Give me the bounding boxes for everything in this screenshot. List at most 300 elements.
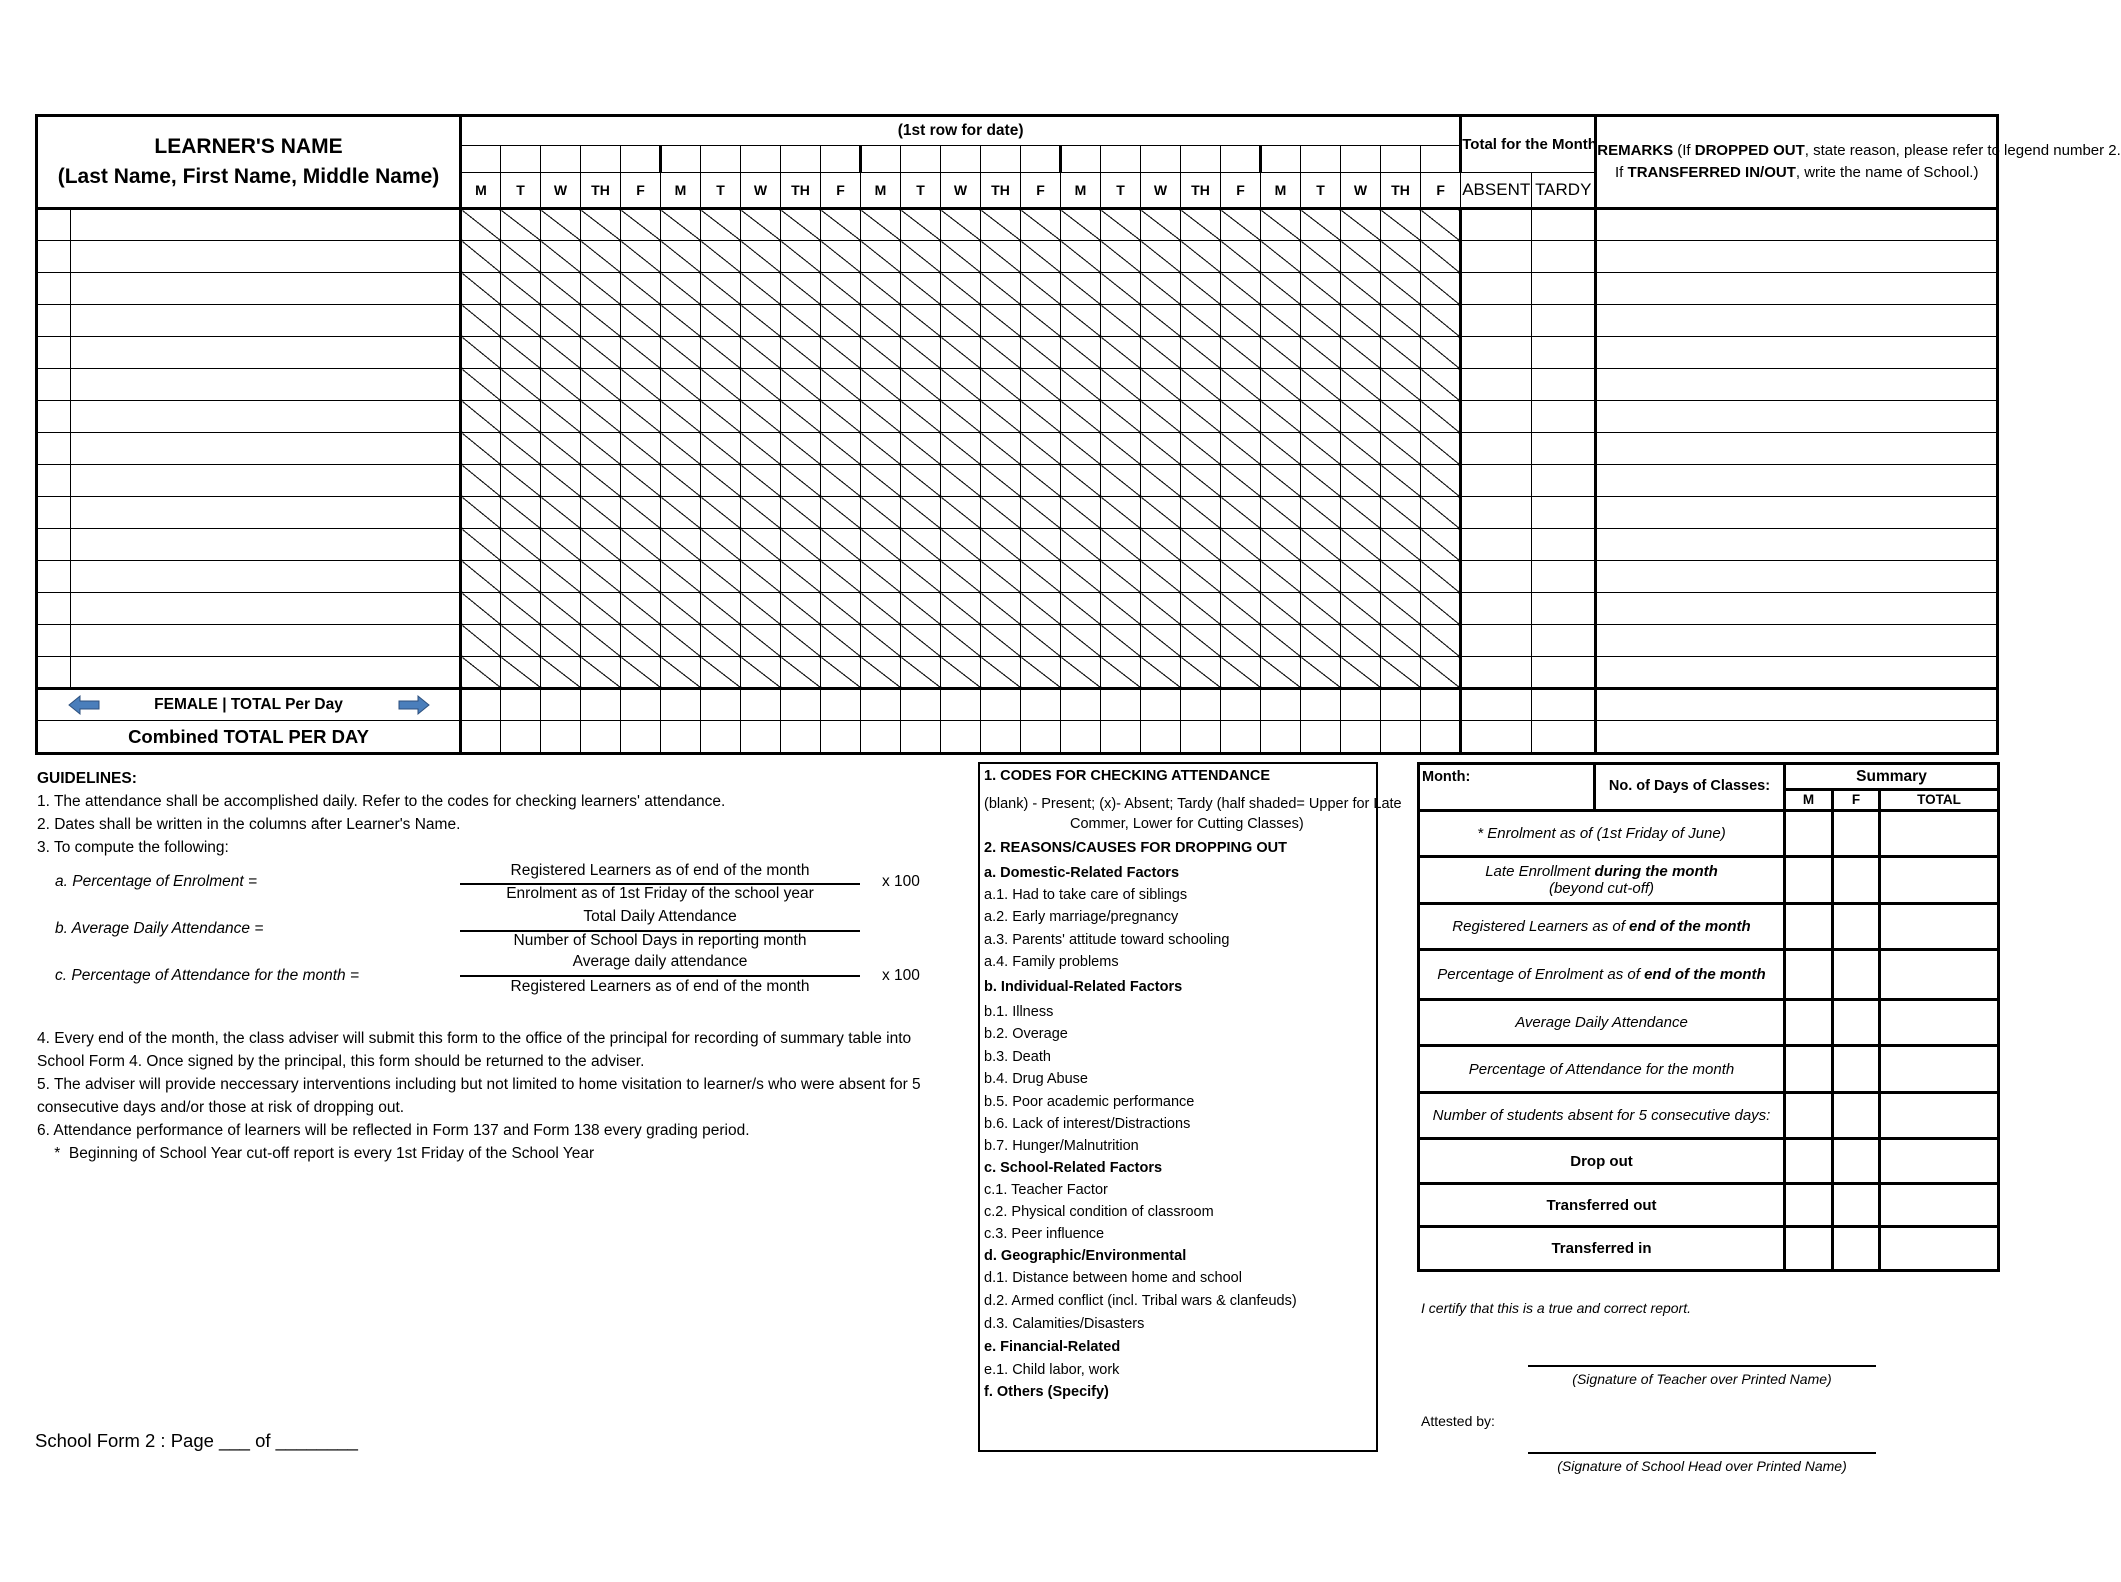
attendance-cell[interactable]: [1221, 401, 1261, 433]
attendance-cell[interactable]: [1021, 593, 1061, 625]
attendance-cell[interactable]: [741, 529, 781, 561]
attendance-cell[interactable]: [581, 561, 621, 593]
tardy-total-cell[interactable]: [1532, 625, 1596, 657]
attendance-cell[interactable]: [1181, 529, 1221, 561]
row-number-cell[interactable]: [37, 337, 71, 369]
attendance-cell[interactable]: [461, 305, 501, 337]
remarks-cell[interactable]: [1596, 433, 1998, 465]
attendance-cell[interactable]: [621, 593, 661, 625]
attendance-cell[interactable]: [461, 369, 501, 401]
attendance-cell[interactable]: [461, 529, 501, 561]
attendance-cell[interactable]: [861, 657, 901, 689]
attendance-cell[interactable]: [741, 625, 781, 657]
attendance-cell[interactable]: [901, 625, 941, 657]
absent-total-cell[interactable]: [1461, 657, 1532, 689]
attendance-cell[interactable]: [1061, 273, 1101, 305]
attendance-cell[interactable]: [541, 561, 581, 593]
female-total-cell[interactable]: [861, 689, 901, 721]
attendance-cell[interactable]: [581, 305, 621, 337]
attendance-cell[interactable]: [501, 593, 541, 625]
attendance-cell[interactable]: [1221, 625, 1261, 657]
date-cell[interactable]: [1141, 146, 1181, 173]
attendance-cell[interactable]: [701, 369, 741, 401]
attendance-cell[interactable]: [1261, 369, 1301, 401]
attendance-cell[interactable]: [1421, 561, 1461, 593]
attendance-cell[interactable]: [461, 401, 501, 433]
attendance-cell[interactable]: [1341, 369, 1381, 401]
attendance-cell[interactable]: [1261, 209, 1301, 241]
summary-f-cell[interactable]: [1833, 903, 1880, 950]
attendance-cell[interactable]: [901, 497, 941, 529]
female-absent-total[interactable]: [1461, 689, 1532, 721]
attendance-cell[interactable]: [461, 465, 501, 497]
attendance-cell[interactable]: [941, 561, 981, 593]
attendance-cell[interactable]: [821, 241, 861, 273]
attendance-cell[interactable]: [821, 209, 861, 241]
attendance-cell[interactable]: [661, 529, 701, 561]
attendance-cell[interactable]: [461, 593, 501, 625]
female-total-cell[interactable]: [1261, 689, 1301, 721]
attendance-cell[interactable]: [621, 625, 661, 657]
remarks-cell[interactable]: [1596, 369, 1998, 401]
attendance-cell[interactable]: [1341, 241, 1381, 273]
female-total-cell[interactable]: [821, 689, 861, 721]
attendance-cell[interactable]: [1381, 401, 1421, 433]
attendance-cell[interactable]: [981, 273, 1021, 305]
attendance-cell[interactable]: [1221, 337, 1261, 369]
combined-total-cell[interactable]: [1421, 721, 1461, 754]
row-number-cell[interactable]: [37, 241, 71, 273]
attendance-cell[interactable]: [501, 465, 541, 497]
attendance-cell[interactable]: [1181, 305, 1221, 337]
attendance-cell[interactable]: [781, 657, 821, 689]
attendance-cell[interactable]: [1181, 561, 1221, 593]
combined-total-cell[interactable]: [1341, 721, 1381, 754]
attendance-cell[interactable]: [701, 433, 741, 465]
female-total-cell[interactable]: [1141, 689, 1181, 721]
attendance-cell[interactable]: [1301, 305, 1341, 337]
absent-total-cell[interactable]: [1461, 625, 1532, 657]
combined-tardy-total[interactable]: [1532, 721, 1596, 754]
attendance-cell[interactable]: [701, 337, 741, 369]
row-number-cell[interactable]: [37, 561, 71, 593]
attendance-cell[interactable]: [981, 337, 1021, 369]
attendance-cell[interactable]: [1421, 337, 1461, 369]
attendance-cell[interactable]: [1141, 657, 1181, 689]
tardy-total-cell[interactable]: [1532, 561, 1596, 593]
attendance-cell[interactable]: [1421, 241, 1461, 273]
tardy-total-cell[interactable]: [1532, 465, 1596, 497]
attendance-cell[interactable]: [1101, 625, 1141, 657]
attendance-cell[interactable]: [1021, 561, 1061, 593]
attendance-cell[interactable]: [1381, 433, 1421, 465]
tardy-total-cell[interactable]: [1532, 305, 1596, 337]
learner-name-cell[interactable]: [71, 273, 461, 305]
date-cell[interactable]: [1261, 146, 1301, 173]
remarks-cell[interactable]: [1596, 241, 1998, 273]
summary-total-cell[interactable]: [1880, 1227, 1999, 1271]
female-total-cell[interactable]: [941, 689, 981, 721]
attendance-cell[interactable]: [741, 305, 781, 337]
attendance-cell[interactable]: [661, 369, 701, 401]
attendance-cell[interactable]: [541, 593, 581, 625]
summary-total-cell[interactable]: [1880, 1046, 1999, 1093]
attendance-cell[interactable]: [821, 657, 861, 689]
remarks-cell[interactable]: [1596, 529, 1998, 561]
attendance-cell[interactable]: [1341, 273, 1381, 305]
absent-total-cell[interactable]: [1461, 241, 1532, 273]
attendance-cell[interactable]: [821, 305, 861, 337]
summary-m-cell[interactable]: [1785, 1183, 1833, 1227]
attendance-cell[interactable]: [621, 241, 661, 273]
combined-total-cell[interactable]: [461, 721, 501, 754]
date-cell[interactable]: [901, 146, 941, 173]
attendance-cell[interactable]: [621, 369, 661, 401]
attendance-cell[interactable]: [861, 465, 901, 497]
combined-total-cell[interactable]: [1381, 721, 1421, 754]
attendance-cell[interactable]: [661, 209, 701, 241]
attendance-cell[interactable]: [661, 401, 701, 433]
attendance-cell[interactable]: [1141, 273, 1181, 305]
row-number-cell[interactable]: [37, 657, 71, 689]
attendance-cell[interactable]: [1261, 273, 1301, 305]
attendance-cell[interactable]: [1381, 625, 1421, 657]
attendance-cell[interactable]: [1141, 241, 1181, 273]
attendance-cell[interactable]: [1381, 529, 1421, 561]
attendance-cell[interactable]: [1221, 433, 1261, 465]
attendance-cell[interactable]: [1101, 337, 1141, 369]
attendance-cell[interactable]: [501, 625, 541, 657]
attendance-cell[interactable]: [1421, 625, 1461, 657]
combined-total-cell[interactable]: [501, 721, 541, 754]
attendance-cell[interactable]: [1301, 401, 1341, 433]
learner-name-cell[interactable]: [71, 625, 461, 657]
attendance-cell[interactable]: [1221, 273, 1261, 305]
attendance-cell[interactable]: [1301, 625, 1341, 657]
summary-m-cell[interactable]: [1785, 1092, 1833, 1139]
attendance-cell[interactable]: [741, 497, 781, 529]
female-total-cell[interactable]: [1061, 689, 1101, 721]
attendance-cell[interactable]: [1301, 561, 1341, 593]
attendance-cell[interactable]: [901, 209, 941, 241]
summary-f-cell[interactable]: [1833, 1227, 1880, 1271]
attendance-cell[interactable]: [1141, 561, 1181, 593]
attendance-cell[interactable]: [1421, 593, 1461, 625]
attendance-cell[interactable]: [941, 241, 981, 273]
attendance-cell[interactable]: [1421, 529, 1461, 561]
attendance-cell[interactable]: [461, 209, 501, 241]
attendance-cell[interactable]: [861, 273, 901, 305]
combined-total-cell[interactable]: [901, 721, 941, 754]
attendance-cell[interactable]: [861, 305, 901, 337]
attendance-cell[interactable]: [701, 529, 741, 561]
attendance-cell[interactable]: [501, 209, 541, 241]
date-cell[interactable]: [1181, 146, 1221, 173]
attendance-cell[interactable]: [941, 497, 981, 529]
attendance-cell[interactable]: [981, 241, 1021, 273]
attendance-cell[interactable]: [501, 305, 541, 337]
attendance-cell[interactable]: [1341, 465, 1381, 497]
absent-total-cell[interactable]: [1461, 369, 1532, 401]
absent-total-cell[interactable]: [1461, 273, 1532, 305]
attendance-cell[interactable]: [701, 625, 741, 657]
remarks-cell[interactable]: [1596, 337, 1998, 369]
tardy-total-cell[interactable]: [1532, 241, 1596, 273]
attendance-cell[interactable]: [1381, 273, 1421, 305]
attendance-cell[interactable]: [621, 465, 661, 497]
attendance-cell[interactable]: [701, 273, 741, 305]
female-total-cell[interactable]: [1301, 689, 1341, 721]
attendance-cell[interactable]: [661, 657, 701, 689]
attendance-cell[interactable]: [501, 401, 541, 433]
attendance-cell[interactable]: [1181, 241, 1221, 273]
attendance-cell[interactable]: [941, 305, 981, 337]
attendance-cell[interactable]: [781, 465, 821, 497]
attendance-cell[interactable]: [861, 209, 901, 241]
attendance-cell[interactable]: [1101, 401, 1141, 433]
attendance-cell[interactable]: [861, 369, 901, 401]
attendance-cell[interactable]: [1021, 369, 1061, 401]
tardy-total-cell[interactable]: [1532, 401, 1596, 433]
attendance-cell[interactable]: [1101, 433, 1141, 465]
attendance-cell[interactable]: [821, 433, 861, 465]
attendance-cell[interactable]: [1301, 337, 1341, 369]
attendance-cell[interactable]: [1381, 305, 1421, 337]
attendance-cell[interactable]: [461, 625, 501, 657]
attendance-cell[interactable]: [1341, 497, 1381, 529]
attendance-cell[interactable]: [1421, 433, 1461, 465]
attendance-cell[interactable]: [581, 529, 621, 561]
attendance-cell[interactable]: [861, 593, 901, 625]
attendance-cell[interactable]: [701, 497, 741, 529]
attendance-cell[interactable]: [1181, 369, 1221, 401]
attendance-cell[interactable]: [1301, 593, 1341, 625]
attendance-cell[interactable]: [701, 657, 741, 689]
attendance-cell[interactable]: [1381, 593, 1421, 625]
female-tardy-total[interactable]: [1532, 689, 1596, 721]
date-cell[interactable]: [1061, 146, 1101, 173]
attendance-cell[interactable]: [741, 337, 781, 369]
attendance-cell[interactable]: [701, 209, 741, 241]
attendance-cell[interactable]: [781, 273, 821, 305]
row-number-cell[interactable]: [37, 305, 71, 337]
female-total-cell[interactable]: [701, 689, 741, 721]
date-cell[interactable]: [1221, 146, 1261, 173]
attendance-cell[interactable]: [1341, 593, 1381, 625]
attendance-cell[interactable]: [1421, 497, 1461, 529]
date-cell[interactable]: [821, 146, 861, 173]
attendance-cell[interactable]: [1221, 305, 1261, 337]
combined-total-cell[interactable]: [661, 721, 701, 754]
attendance-cell[interactable]: [621, 561, 661, 593]
absent-total-cell[interactable]: [1461, 529, 1532, 561]
attendance-cell[interactable]: [981, 401, 1021, 433]
combined-total-cell[interactable]: [1261, 721, 1301, 754]
date-cell[interactable]: [701, 146, 741, 173]
date-cell[interactable]: [501, 146, 541, 173]
attendance-cell[interactable]: [1021, 273, 1061, 305]
attendance-cell[interactable]: [781, 337, 821, 369]
attendance-cell[interactable]: [821, 529, 861, 561]
attendance-cell[interactable]: [1061, 369, 1101, 401]
attendance-cell[interactable]: [1061, 497, 1101, 529]
tardy-total-cell[interactable]: [1532, 593, 1596, 625]
attendance-cell[interactable]: [1141, 401, 1181, 433]
absent-total-cell[interactable]: [1461, 433, 1532, 465]
row-number-cell[interactable]: [37, 625, 71, 657]
combined-total-cell[interactable]: [781, 721, 821, 754]
attendance-cell[interactable]: [541, 209, 581, 241]
date-cell[interactable]: [621, 146, 661, 173]
summary-f-cell[interactable]: [1833, 1139, 1880, 1184]
learner-name-cell[interactable]: [71, 561, 461, 593]
attendance-cell[interactable]: [581, 497, 621, 529]
attendance-cell[interactable]: [821, 497, 861, 529]
learner-name-cell[interactable]: [71, 657, 461, 689]
attendance-cell[interactable]: [541, 497, 581, 529]
tardy-total-cell[interactable]: [1532, 273, 1596, 305]
combined-total-cell[interactable]: [581, 721, 621, 754]
attendance-cell[interactable]: [821, 337, 861, 369]
attendance-cell[interactable]: [1021, 625, 1061, 657]
date-cell[interactable]: [941, 146, 981, 173]
date-cell[interactable]: [541, 146, 581, 173]
attendance-cell[interactable]: [1181, 497, 1221, 529]
summary-f-cell[interactable]: [1833, 950, 1880, 1000]
remarks-cell[interactable]: [1596, 305, 1998, 337]
attendance-cell[interactable]: [1061, 625, 1101, 657]
attendance-cell[interactable]: [901, 273, 941, 305]
learner-name-cell[interactable]: [71, 401, 461, 433]
attendance-cell[interactable]: [1061, 529, 1101, 561]
date-cell[interactable]: [1101, 146, 1141, 173]
attendance-cell[interactable]: [1341, 209, 1381, 241]
attendance-cell[interactable]: [1101, 209, 1141, 241]
remarks-cell[interactable]: [1596, 497, 1998, 529]
attendance-cell[interactable]: [1061, 337, 1101, 369]
attendance-cell[interactable]: [1341, 401, 1381, 433]
attendance-cell[interactable]: [1141, 497, 1181, 529]
attendance-cell[interactable]: [1221, 465, 1261, 497]
attendance-cell[interactable]: [621, 305, 661, 337]
attendance-cell[interactable]: [821, 625, 861, 657]
combined-total-cell[interactable]: [821, 721, 861, 754]
attendance-cell[interactable]: [1061, 657, 1101, 689]
remarks-cell[interactable]: [1596, 273, 1998, 305]
attendance-cell[interactable]: [621, 529, 661, 561]
summary-m-cell[interactable]: [1785, 950, 1833, 1000]
attendance-cell[interactable]: [1061, 561, 1101, 593]
attendance-cell[interactable]: [1261, 337, 1301, 369]
attendance-cell[interactable]: [1381, 209, 1421, 241]
attendance-cell[interactable]: [1101, 657, 1141, 689]
attendance-cell[interactable]: [981, 305, 1021, 337]
attendance-cell[interactable]: [1181, 433, 1221, 465]
attendance-cell[interactable]: [1141, 625, 1181, 657]
attendance-cell[interactable]: [741, 657, 781, 689]
tardy-total-cell[interactable]: [1532, 657, 1596, 689]
attendance-cell[interactable]: [541, 305, 581, 337]
absent-total-cell[interactable]: [1461, 561, 1532, 593]
attendance-cell[interactable]: [1301, 465, 1341, 497]
attendance-cell[interactable]: [981, 465, 1021, 497]
row-number-cell[interactable]: [37, 401, 71, 433]
attendance-cell[interactable]: [701, 561, 741, 593]
attendance-cell[interactable]: [1261, 561, 1301, 593]
attendance-cell[interactable]: [1021, 433, 1061, 465]
attendance-cell[interactable]: [781, 497, 821, 529]
attendance-cell[interactable]: [941, 209, 981, 241]
attendance-cell[interactable]: [901, 337, 941, 369]
attendance-cell[interactable]: [701, 305, 741, 337]
remarks-cell[interactable]: [1596, 401, 1998, 433]
attendance-cell[interactable]: [1421, 369, 1461, 401]
attendance-cell[interactable]: [741, 401, 781, 433]
attendance-cell[interactable]: [1381, 241, 1421, 273]
attendance-cell[interactable]: [741, 593, 781, 625]
attendance-cell[interactable]: [901, 401, 941, 433]
attendance-cell[interactable]: [1341, 337, 1381, 369]
learner-name-cell[interactable]: [71, 337, 461, 369]
remarks-cell[interactable]: [1596, 625, 1998, 657]
summary-total-cell[interactable]: [1880, 810, 1999, 857]
attendance-cell[interactable]: [941, 465, 981, 497]
tardy-total-cell[interactable]: [1532, 209, 1596, 241]
female-total-cell[interactable]: [981, 689, 1021, 721]
remarks-cell[interactable]: [1596, 561, 1998, 593]
attendance-cell[interactable]: [461, 657, 501, 689]
attendance-cell[interactable]: [781, 401, 821, 433]
attendance-cell[interactable]: [1061, 593, 1101, 625]
absent-total-cell[interactable]: [1461, 209, 1532, 241]
summary-total-cell[interactable]: [1880, 1139, 1999, 1184]
attendance-cell[interactable]: [941, 625, 981, 657]
combined-total-cell[interactable]: [741, 721, 781, 754]
attendance-cell[interactable]: [661, 305, 701, 337]
attendance-cell[interactable]: [581, 401, 621, 433]
attendance-cell[interactable]: [1221, 241, 1261, 273]
learner-name-cell[interactable]: [71, 593, 461, 625]
female-total-cell[interactable]: [541, 689, 581, 721]
attendance-cell[interactable]: [1101, 465, 1141, 497]
female-total-cell[interactable]: [621, 689, 661, 721]
attendance-cell[interactable]: [1021, 401, 1061, 433]
attendance-cell[interactable]: [1421, 273, 1461, 305]
attendance-cell[interactable]: [1381, 561, 1421, 593]
attendance-cell[interactable]: [821, 273, 861, 305]
attendance-cell[interactable]: [1221, 369, 1261, 401]
attendance-cell[interactable]: [461, 241, 501, 273]
remarks-cell[interactable]: [1596, 209, 1998, 241]
female-total-cell[interactable]: [1021, 689, 1061, 721]
attendance-cell[interactable]: [1301, 657, 1341, 689]
attendance-cell[interactable]: [1141, 209, 1181, 241]
attendance-cell[interactable]: [661, 625, 701, 657]
attendance-cell[interactable]: [581, 433, 621, 465]
attendance-cell[interactable]: [1261, 529, 1301, 561]
attendance-cell[interactable]: [501, 561, 541, 593]
row-number-cell[interactable]: [37, 593, 71, 625]
attendance-cell[interactable]: [981, 561, 1021, 593]
female-total-cell[interactable]: [1221, 689, 1261, 721]
attendance-cell[interactable]: [1381, 497, 1421, 529]
attendance-cell[interactable]: [1261, 593, 1301, 625]
attendance-cell[interactable]: [781, 369, 821, 401]
attendance-cell[interactable]: [781, 561, 821, 593]
attendance-cell[interactable]: [821, 369, 861, 401]
combined-total-cell[interactable]: [1021, 721, 1061, 754]
attendance-cell[interactable]: [741, 273, 781, 305]
